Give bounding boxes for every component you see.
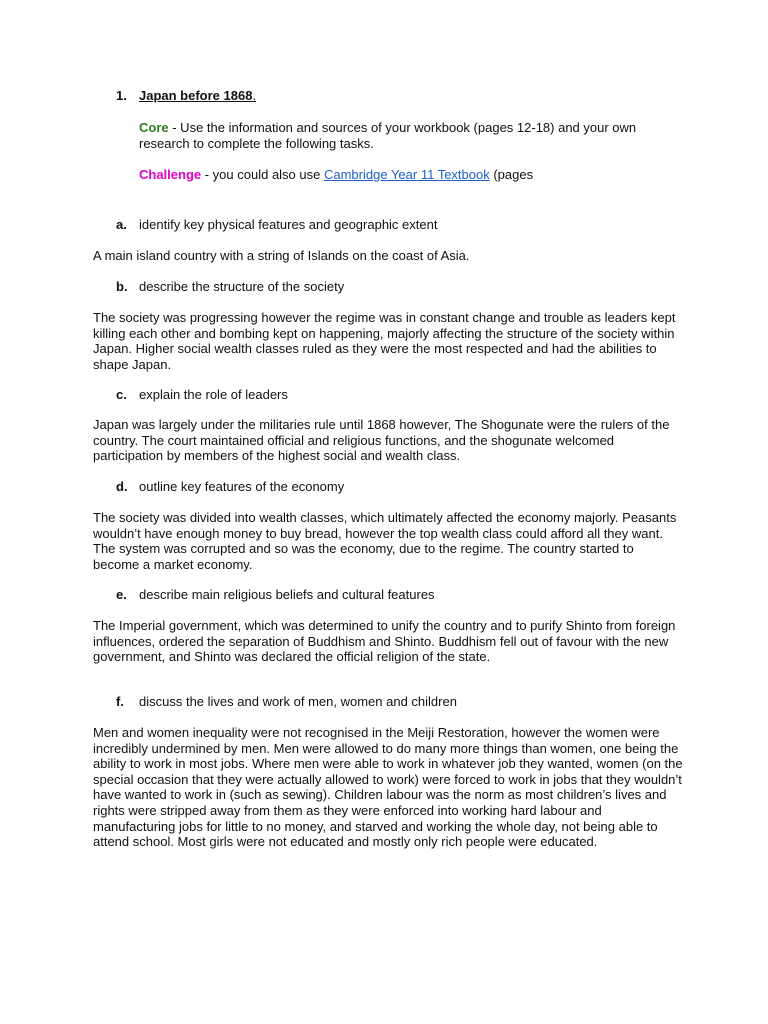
task-letter: c. (116, 387, 127, 402)
task-prompt: outline key features of the economy (139, 479, 345, 494)
task-letter: b. (116, 279, 128, 294)
answer-b (93, 310, 683, 372)
core-instructions (139, 120, 679, 151)
task-letter: a. (116, 217, 127, 232)
task-prompt: explain the role of leaders (139, 387, 288, 402)
answer-text: The society was progressing however the regime was in constant change and trouble as leaders kept killing each other and bombing kept on happening, majorly affecting the structure of the society within Japan. Higher social wealth classes ruled as they were the most respected and had the abilities to shape Japan. (93, 310, 676, 372)
task-prompt: describe the structure of the society (139, 279, 345, 294)
answer-f (93, 725, 683, 850)
section-title (139, 88, 256, 104)
challenge-instructions (139, 167, 699, 183)
section-number: 1. (116, 88, 127, 103)
core-label: Core (139, 120, 169, 135)
challenge-label: Challenge (139, 167, 202, 182)
answer-text: The Imperial government, which was determined to unify the country and to purify Shinto from foreign influences, ordered the separation of Buddhism and Shinto. Buddhism fell out of favour with the new government, and Shinto was declared the official religion of the state. (93, 618, 676, 665)
answer-text: Men and women inequality were not recognised in the Meiji Restoration, however the women were incredibly undermined by men. Men were allowed to do many more things than women, one being the ability to work in most jobs. Where men were able to work in whatever job they wanted, women (on the special occasion that they were actually allowed to work) were forced to work in jobs that they wouldn’t have wanted to work in (such as sewing). Children labour was the norm as most children’s lives and rights were stripped away from them as they were enforced into working hard labour and manufacturing jobs for little to no money, and starved and working the whole day, not being able to attend school. Most girls were not educated and mostly only rich people were educated. (93, 725, 683, 850)
challenge-text-before: - you could also use (201, 167, 324, 182)
answer-d (93, 510, 683, 572)
answer-text: A main island country with a string of Islands on the coast of Asia. (93, 248, 470, 263)
task-letter: e. (116, 587, 127, 602)
answer-a (93, 248, 683, 264)
task-prompt: describe main religious beliefs and cultural features (139, 587, 435, 602)
answer-c (93, 417, 683, 464)
section-title-suffix: . (252, 88, 257, 103)
section-title-text: Japan before 1868 (139, 88, 253, 103)
task-letter: f. (116, 694, 124, 709)
task-prompt: identify key physical features and geographic extent (139, 217, 438, 232)
task-prompt: discuss the lives and work of men, women and children (139, 694, 457, 709)
task-letter: d. (116, 479, 128, 494)
answer-e (93, 618, 683, 665)
textbook-link[interactable]: Cambridge Year 11 Textbook (323, 167, 490, 182)
challenge-text-after: (pages (489, 167, 534, 182)
core-text: - Use the information and sources of your workbook (pages 12-18) and your own research to complete the following tasks. (139, 120, 637, 151)
answer-text: The society was divided into wealth classes, which ultimately affected the economy majorly. Peasants wouldn’t have enough money to buy bread, however the top wealth class could afford all they want. The system was corrupted and so was the economy, due to the regime. The country started to become a market economy. (93, 510, 677, 572)
answer-text: Japan was largely under the militaries rule until 1868 however, The Shogunate were the rulers of the country. The court maintained official and religious functions, and the shogunate welcomed participation by members of the highest social and wealth class. (93, 417, 670, 464)
